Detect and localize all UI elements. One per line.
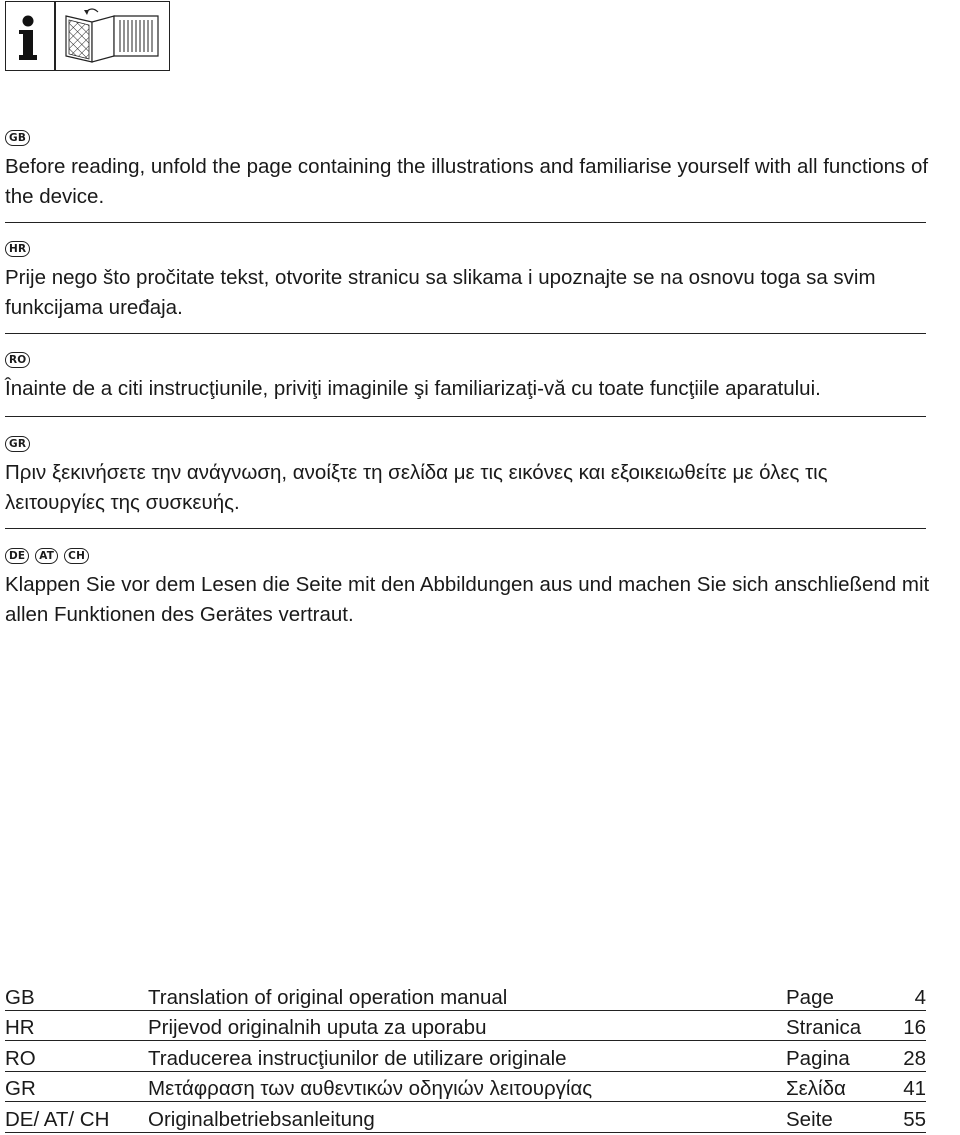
toc-page-number: 55 (876, 1102, 926, 1133)
toc-page-word: Σελίδα (786, 1071, 876, 1102)
toc-language-code: RO (5, 1041, 148, 1072)
toc-row (5, 980, 926, 1010)
language-badge: HR (5, 241, 30, 257)
instruction-text: Înainte de a citi instrucţiunile, priviţi imaginile şi familiarizaţi-vă cu toate funcţiile aparatului. (5, 377, 821, 400)
unfold-page-icon (55, 1, 170, 71)
toc-language-code: HR (5, 1010, 148, 1041)
language-badges (5, 548, 930, 564)
divider (5, 528, 926, 529)
toc-page-number: 41 (876, 1071, 926, 1102)
toc-row (5, 1041, 926, 1072)
toc-page-word: Page (786, 980, 876, 1010)
toc-page-word: Seite (786, 1102, 876, 1133)
toc-title: Traducerea instrucţiunilor de utilizare originale (148, 1041, 786, 1072)
language-badge: RO (5, 352, 30, 368)
toc-language-code: DE/ AT/ CH (5, 1102, 148, 1133)
info-icon (5, 1, 55, 71)
toc-page-number: 28 (876, 1041, 926, 1072)
language-badges (5, 241, 930, 257)
toc-row (5, 1010, 926, 1041)
language-badge: CH (64, 548, 89, 564)
toc-page-word: Stranica (786, 1010, 876, 1041)
language-badges (5, 436, 930, 452)
toc-row (5, 1102, 926, 1133)
toc-title: Prijevod originalnih uputa za uporabu (148, 1010, 786, 1041)
toc-title: Translation of original operation manual (148, 980, 786, 1010)
instruction-text: Prije nego što pročitate tekst, otvorite stranicu sa slikama i upoznajte se na osnovu toga sa svim funkcijama uređaja. (5, 266, 876, 319)
unfold-pages-drawing (56, 2, 168, 69)
language-badges (5, 352, 930, 368)
divider (5, 416, 926, 417)
toc-language-code: GB (5, 980, 148, 1010)
instruction-text: Klappen Sie vor dem Lesen die Seite mit den Abbildungen aus und machen Sie sich anschließend mit allen Funktionen des Gerätes vertraut. (5, 573, 930, 626)
language-badge: GB (5, 130, 30, 146)
section-gb (5, 130, 930, 212)
section-ro (5, 352, 930, 404)
language-badge: DE (5, 548, 29, 564)
toc-title: Originalbetriebsanleitung (148, 1102, 786, 1133)
info-glyph (6, 2, 53, 69)
divider (5, 222, 926, 223)
section-de-at-ch (5, 548, 930, 630)
instruction-text: Before reading, unfold the page containing the illustrations and familiarise yourself with all functions of the device. (5, 155, 929, 208)
divider (5, 333, 926, 334)
language-badge: AT (35, 548, 58, 564)
toc-title: Μετάφραση των αυθεντικών οδηγιών λειτουργίας (148, 1071, 786, 1102)
toc-page-word: Pagina (786, 1041, 876, 1072)
language-badge: GR (5, 436, 30, 452)
toc-row (5, 1071, 926, 1102)
instruction-text: Πριν ξεκινήσετε την ανάγνωση, ανοίξτε τη σελίδα με τις εικόνες και εξοικειωθείτε με όλες τις λειτουργίες της συσκευής. (5, 461, 828, 514)
language-badges (5, 130, 930, 146)
toc-page-number: 4 (876, 980, 926, 1010)
toc-language-code: GR (5, 1071, 148, 1102)
table-of-contents (5, 980, 926, 1133)
section-gr (5, 436, 930, 518)
toc-page-number: 16 (876, 1010, 926, 1041)
section-hr (5, 241, 930, 323)
